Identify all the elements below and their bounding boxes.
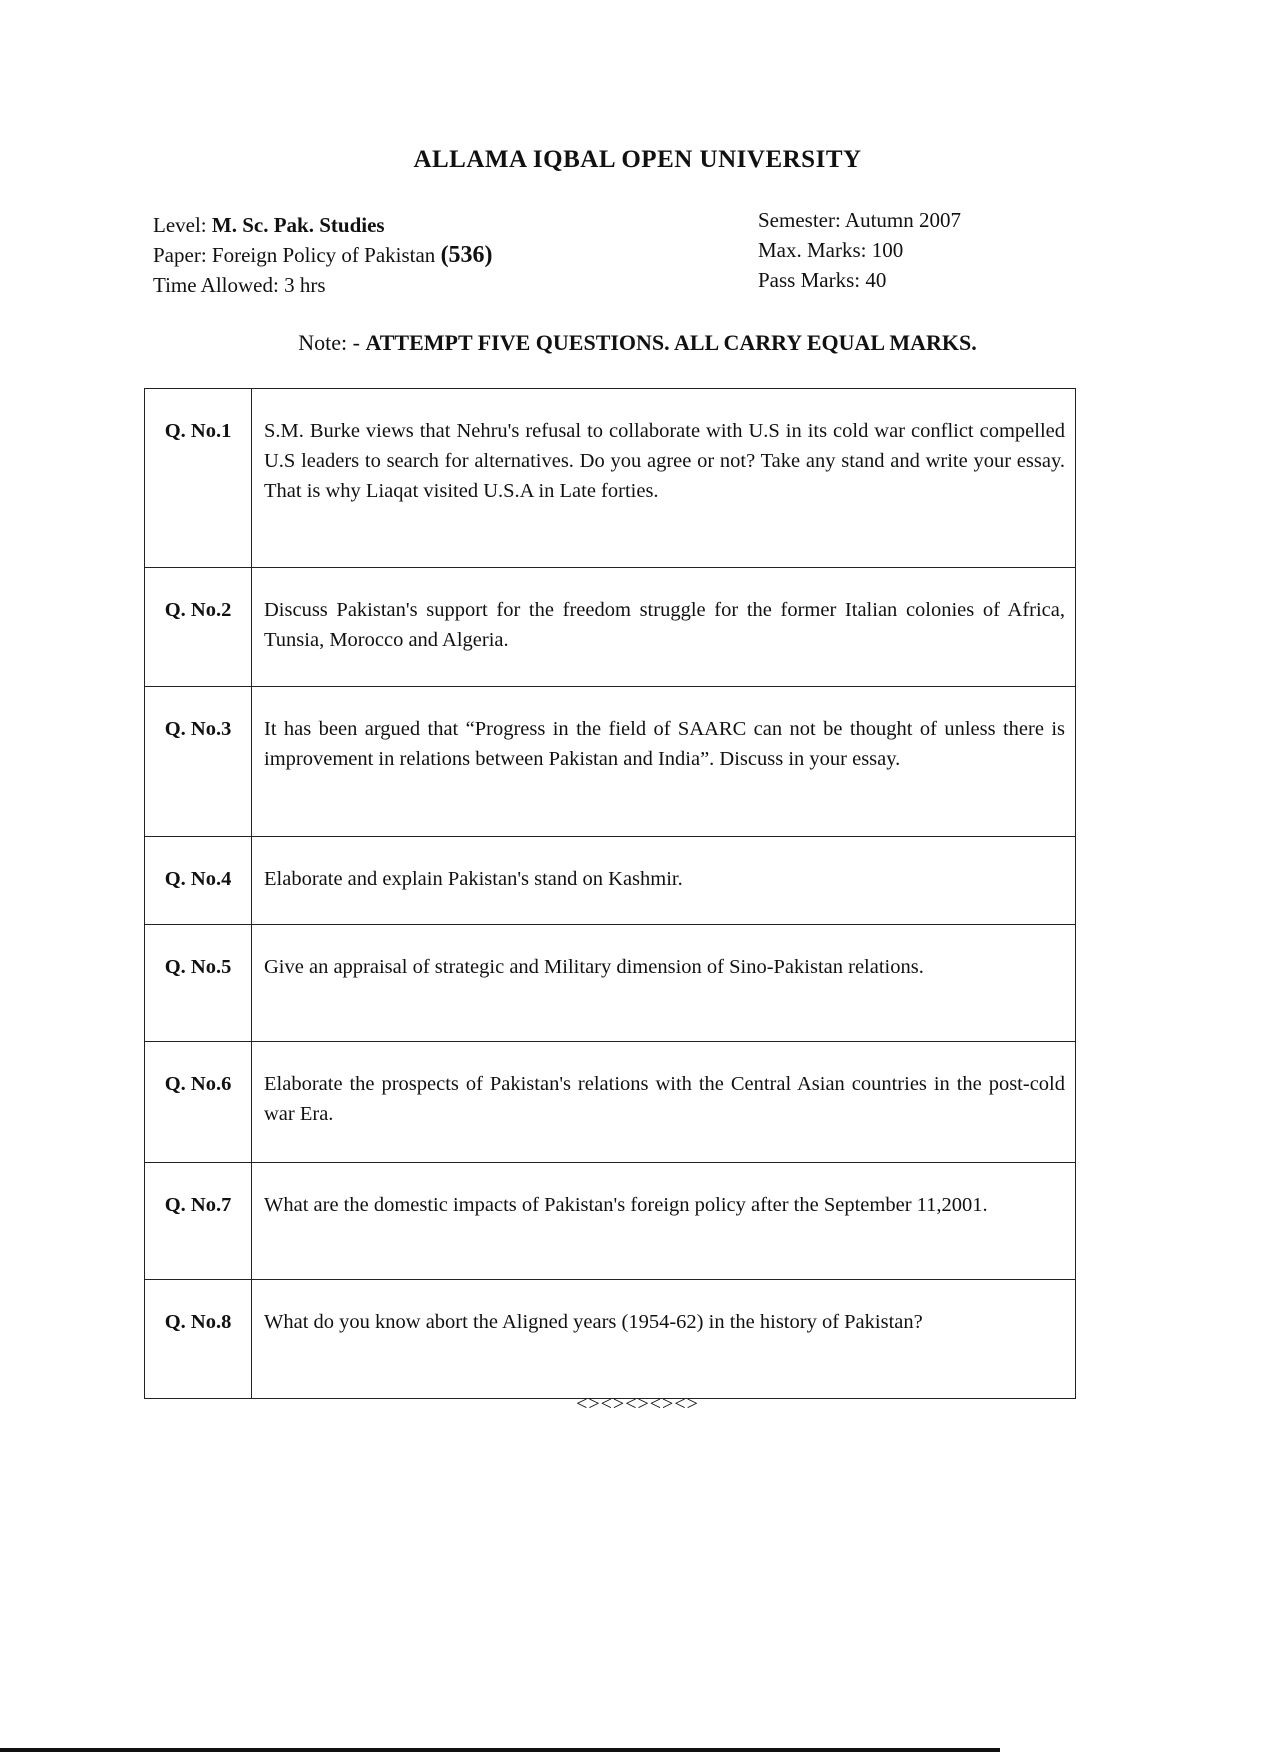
time-allowed: Time Allowed: 3 hrs — [153, 273, 326, 297]
exam-meta-right — [758, 205, 961, 295]
question-number: Q. No.1 — [145, 389, 252, 568]
question-text: Give an appraisal of strategic and Military dimension of Sino-Pakistan relations. — [252, 925, 1076, 1042]
note-text: ATTEMPT FIVE QUESTIONS. ALL CARRY EQUAL MARKS. — [365, 330, 977, 355]
question-text: Elaborate the prospects of Pakistan's relations with the Central Asian countries in the post-cold war Era. — [252, 1042, 1076, 1163]
question-number: Q. No.2 — [145, 568, 252, 687]
question-text: Elaborate and explain Pakistan's stand on Kashmir. — [252, 837, 1076, 925]
question-number: Q. No.3 — [145, 687, 252, 837]
university-title: ALLAMA IQBAL OPEN UNIVERSITY — [413, 146, 862, 173]
paper-value: Foreign Policy of Pakistan — [211, 243, 436, 267]
table-row — [145, 1280, 1076, 1399]
questions-table — [144, 388, 1076, 1399]
table-row — [145, 837, 1076, 925]
table-row — [145, 1042, 1076, 1163]
question-text: It has been argued that “Progress in the field of SAARC can not be thought of unless there is improvement in relations between Pakistan and India”. Discuss in your essay. — [252, 687, 1076, 837]
question-text: What are the domestic impacts of Pakistan's foreign policy after the September 11,2001. — [252, 1163, 1076, 1280]
pass-marks: Pass Marks: 40 — [758, 268, 887, 292]
scan-bottom-rule — [0, 1748, 1000, 1752]
paper-code: (536) — [440, 242, 493, 268]
question-text: Discuss Pakistan's support for the freedom struggle for the former Italian colonies of Africa, Tunsia, Morocco and Algeria. — [252, 568, 1076, 687]
question-number: Q. No.4 — [145, 837, 252, 925]
end-of-paper-mark: <><><><><> — [576, 1393, 699, 1415]
table-row — [145, 925, 1076, 1042]
table-row — [145, 687, 1076, 837]
semester: Semester: Autumn 2007 — [758, 208, 961, 232]
note-label: Note: - — [298, 330, 360, 355]
paper-label: Paper: — [153, 243, 207, 267]
table-row — [145, 568, 1076, 687]
question-number: Q. No.7 — [145, 1163, 252, 1280]
question-number: Q. No.5 — [145, 925, 252, 1042]
table-row — [145, 389, 1076, 568]
paper-row — [153, 240, 493, 270]
question-number: Q. No.8 — [145, 1280, 252, 1399]
level-value: M. Sc. Pak. Studies — [211, 213, 385, 237]
question-number: Q. No.6 — [145, 1042, 252, 1163]
instructions-note — [0, 330, 1275, 356]
level-row — [153, 210, 493, 240]
max-marks: Max. Marks: 100 — [758, 238, 904, 262]
exam-meta-left — [153, 210, 493, 300]
level-label: Level: — [153, 213, 207, 237]
question-text: S.M. Burke views that Nehru's refusal to collaborate with U.S in its cold war conflict compelled U.S leaders to search for alternatives. Do you agree or not? Take any stand and write your essay. That is why Liaqat visited U.S.A in Late forties. — [252, 389, 1076, 568]
table-row — [145, 1163, 1076, 1280]
question-text: What do you know abort the Aligned years (1954-62) in the history of Pakistan? — [252, 1280, 1076, 1399]
